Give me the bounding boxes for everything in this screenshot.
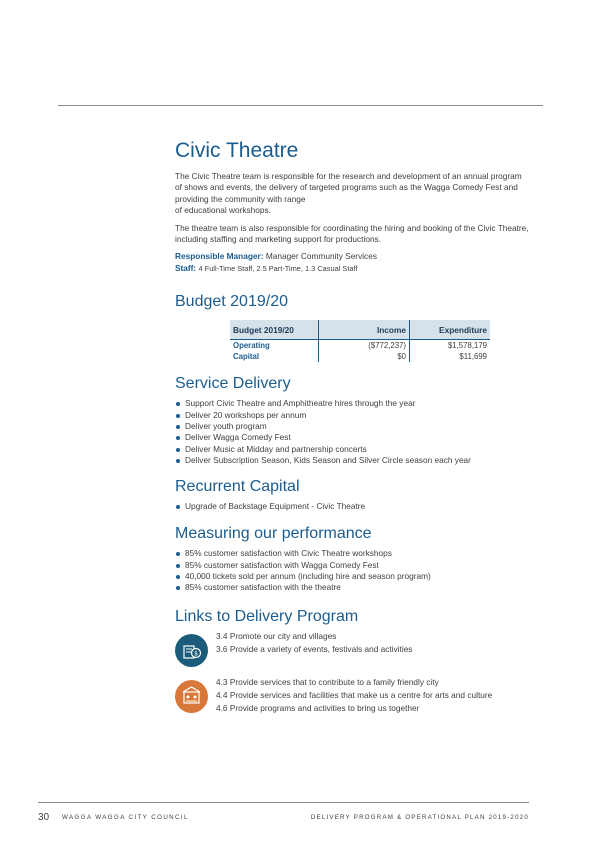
staff-value: 4 Full-Time Staff, 2.5 Part-Time, 1.3 Casual Staff xyxy=(198,263,358,273)
table-row xyxy=(230,351,490,362)
link-item: 3.4 Promote our city and villages xyxy=(216,630,337,641)
expenditure-cell: $1,578,179 xyxy=(447,341,487,351)
expenditure-cell: $11,699 xyxy=(459,352,487,362)
footer xyxy=(38,812,529,824)
staff-line xyxy=(175,263,545,274)
economy-icon xyxy=(175,634,208,667)
service-delivery-list xyxy=(175,398,545,466)
intro-line: including staffing and marketing support for productions. xyxy=(175,234,382,245)
list-item: 85% customer satisfaction with the theatre xyxy=(175,582,545,593)
footer-document-title: DELIVERY PROGRAM & OPERATIONAL PLAN 2019-2020 xyxy=(310,814,529,821)
link-lines xyxy=(216,676,492,715)
list-item: 85% customer satisfaction with Civic Theatre workshops xyxy=(175,548,545,559)
income-cell: ($772,237) xyxy=(319,340,410,352)
list-item: 40,000 tickets sold per annum (including hire and season program) xyxy=(175,571,545,582)
column-header: Income xyxy=(319,320,410,340)
community-icon xyxy=(175,680,208,713)
link-item: 4.6 Provide programs and activities to bring us together xyxy=(216,702,420,713)
link-group-community xyxy=(175,676,545,716)
performance-list xyxy=(175,548,545,594)
intro-paragraph xyxy=(175,171,545,217)
intro-line: The theatre team is also responsible for coordinating the hiring and booking of the Civic Theatre, xyxy=(175,222,529,233)
list-item: Deliver youth program xyxy=(175,421,545,432)
list-item: Deliver Wagga Comedy Fest xyxy=(175,432,545,443)
income-cell: $0 xyxy=(319,351,410,362)
svg-text:$: $ xyxy=(194,650,198,658)
column-header: Expenditure xyxy=(410,320,491,340)
table-header-row xyxy=(230,320,490,340)
recurrent-capital-heading: Recurrent Capital xyxy=(175,477,300,495)
link-lines xyxy=(216,630,412,656)
link-item: 4.4 Provide services and facilities that make us a centre for arts and culture xyxy=(216,689,493,700)
table-row xyxy=(230,340,490,352)
list-item: Deliver Subscription Season, Kids Season and Silver Circle season each year xyxy=(175,455,545,466)
intro-line: of educational workshops. xyxy=(175,205,271,216)
link-item: 4.3 Provide services that to contribute to a family friendly city xyxy=(216,676,439,687)
performance-heading: Measuring our performance xyxy=(175,525,372,543)
intro-paragraph-2 xyxy=(175,223,545,246)
links-heading: Links to Delivery Program xyxy=(175,607,359,625)
intro-line: of shows and events, the delivery of targeted programs such as the Wagga Comedy Fest and xyxy=(175,182,518,193)
link-item: 3.6 Provide a variety of events, festivals and activities xyxy=(216,643,413,654)
link-group-economy xyxy=(175,630,545,670)
list-item: Deliver Music at Midday and partnership concerts xyxy=(175,444,545,455)
responsible-manager xyxy=(175,251,545,262)
footer-organisation: WAGGA WAGGA CITY COUNCIL xyxy=(62,814,189,821)
staff-label: Staff: xyxy=(175,262,197,273)
budget-heading: Budget 2019/20 xyxy=(175,293,288,311)
page-title: Civic Theatre xyxy=(175,139,299,162)
list-item: Support Civic Theatre and Amphitheatre hires through the year xyxy=(175,398,545,409)
header-divider xyxy=(58,105,543,106)
budget-table xyxy=(230,320,490,362)
row-label: Operating xyxy=(230,340,319,352)
intro-line: The Civic Theatre team is responsible for the research and development of an annual program xyxy=(175,171,522,181)
column-header: Budget 2019/20 xyxy=(230,320,319,340)
list-item: Deliver 20 workshops per annum xyxy=(175,410,545,421)
intro-line: providing the community with range xyxy=(175,193,306,204)
page-number: 30 xyxy=(38,812,50,823)
recurrent-capital-list xyxy=(175,501,545,512)
manager-value: Manager Community Services xyxy=(265,251,377,262)
footer-divider xyxy=(38,802,529,803)
row-label: Capital xyxy=(230,351,319,362)
list-item: 85% customer satisfaction with Wagga Comedy Fest xyxy=(175,560,545,571)
list-item: Upgrade of Backstage Equipment - Civic Theatre xyxy=(175,501,545,512)
manager-label: Responsible Manager: xyxy=(175,251,264,262)
page-content xyxy=(175,140,545,716)
service-delivery-heading: Service Delivery xyxy=(175,375,291,393)
